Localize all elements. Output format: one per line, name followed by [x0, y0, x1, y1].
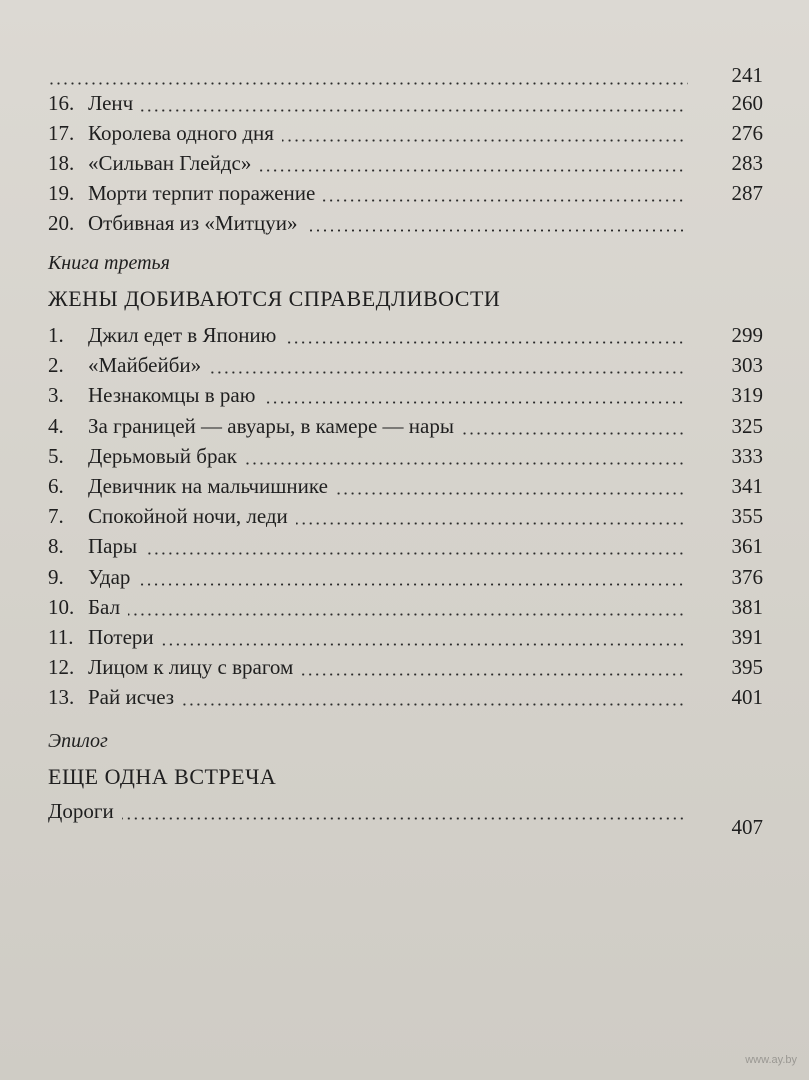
- toc-entry: [48, 118, 763, 148]
- entry-number: 13.: [48, 685, 75, 710]
- entry-title: Бал: [88, 594, 121, 619]
- entry-number: 12.: [48, 655, 75, 680]
- entry-number: 1.: [48, 323, 64, 347]
- leader-dots: [138, 583, 685, 586]
- toc-entry: [48, 380, 763, 410]
- entry-label: [48, 471, 328, 501]
- toc-entry: [48, 441, 763, 471]
- leader-dots: [284, 341, 685, 344]
- entry-page-number: 407: [731, 815, 763, 839]
- leader-dots: [259, 169, 685, 172]
- entry-number: 9.: [48, 564, 64, 589]
- toc-entry: [48, 796, 763, 839]
- entry-label: [48, 562, 130, 592]
- entry-page-number: 355: [731, 504, 763, 529]
- leader-dots: [462, 432, 685, 435]
- entry-label: [48, 148, 251, 178]
- toc-entry: [48, 682, 763, 712]
- entry-label: [48, 411, 454, 441]
- entry-page-number: 391: [731, 625, 763, 649]
- entry-title: Пары: [88, 534, 138, 559]
- toc-entry: [48, 88, 763, 118]
- entry-number: 17.: [48, 121, 75, 145]
- entry-page-number: 299: [731, 323, 763, 347]
- entry-page-number: 303: [731, 353, 763, 378]
- entry-label: [48, 796, 114, 826]
- leader-dots: [162, 643, 685, 646]
- entry-title: Рай исчез: [88, 685, 175, 710]
- entry-label: [48, 592, 120, 622]
- entry-label: [48, 320, 276, 350]
- entry-page-number: 341: [731, 474, 763, 498]
- leader-dots: [336, 492, 685, 495]
- entry-title: Ленч: [88, 91, 134, 115]
- leader-dots: [306, 229, 686, 232]
- entry-title: Незнакомцы в раю: [88, 383, 256, 408]
- entry-page-number: 325: [731, 413, 763, 438]
- entry-title: Дерьмовый брак: [88, 443, 237, 468]
- leader-dots: [141, 109, 685, 112]
- book3-label: Книга третья: [48, 252, 170, 274]
- entry-page-number: 381: [731, 594, 763, 619]
- entry-title: «Майбейби»: [88, 353, 202, 378]
- entry-number: 5.: [48, 443, 64, 468]
- page-number-top: 241: [731, 63, 763, 87]
- book3-heading: ЖЕНЫ ДОБИВАЮТСЯ СПРАВЕДЛИВОСТИ: [48, 286, 501, 311]
- entry-title: За границей — авуары, в камере — нары: [88, 413, 454, 438]
- entry-page-number: 319: [731, 383, 763, 408]
- entry-page-number: 401: [731, 685, 763, 710]
- entry-number: 4.: [48, 413, 64, 438]
- entry-title: Потери: [88, 625, 154, 649]
- entry-page-number: 276: [731, 121, 763, 145]
- toc-entry: [48, 208, 763, 238]
- leader-dots: [209, 371, 685, 374]
- epilogue-heading: ЕЩЕ ОДНА ВСТРЕЧА: [48, 764, 277, 789]
- watermark: www.ay.by: [745, 1054, 797, 1066]
- entry-number: 16.: [48, 91, 75, 115]
- entry-number: 10.: [48, 594, 75, 619]
- entry-number: 2.: [48, 353, 64, 378]
- entry-label: [48, 622, 154, 652]
- toc-entry: [48, 592, 763, 622]
- entry-number: 18.: [48, 151, 75, 175]
- entry-label: [48, 208, 298, 238]
- leader-dots: [282, 139, 685, 142]
- entry-page-number: 283: [731, 151, 763, 175]
- entry-title: Морти терпит поражение: [88, 181, 316, 205]
- entry-title: Удар: [88, 564, 131, 589]
- entry-page-number: 287: [731, 181, 763, 205]
- toc-entry: [48, 148, 763, 178]
- entry-number: 7.: [48, 504, 64, 529]
- leader-dots: [296, 522, 685, 525]
- entry-number: 8.: [48, 534, 64, 559]
- entry-title: Дороги: [48, 799, 114, 823]
- entry-page-number: 361: [731, 534, 763, 559]
- leader-dots: [145, 552, 685, 555]
- epilogue-label: Эпилог: [48, 730, 108, 752]
- entry-number: 20.: [48, 211, 75, 235]
- entry-title: Отбивная из «Митцуи»: [88, 211, 298, 235]
- entry-number: 19.: [48, 181, 75, 205]
- toc-entry: [48, 652, 763, 682]
- leader-dots: [301, 673, 685, 676]
- entry-label: [48, 441, 237, 471]
- toc-entry: [48, 471, 763, 501]
- entry-page-number: 395: [731, 655, 763, 680]
- leader-dots: [122, 817, 685, 820]
- entry-title: Спокойной ночи, леди: [88, 504, 288, 529]
- entry-title: Лицом к лицу с врагом: [88, 655, 294, 680]
- entry-number: 11.: [48, 625, 74, 649]
- entry-label: [48, 178, 315, 208]
- leader-dots: [48, 82, 688, 85]
- entry-label: [48, 682, 174, 712]
- leader-dots: [245, 462, 685, 465]
- entry-page-number: 260: [731, 91, 763, 115]
- toc-entry: [48, 350, 763, 380]
- entry-label: [48, 531, 137, 561]
- entry-label: [48, 652, 293, 682]
- entry-label: [48, 380, 255, 410]
- entry-page-number: 376: [731, 564, 763, 589]
- entry-label: [48, 501, 288, 531]
- toc-entry: [48, 501, 763, 531]
- leader-dots: [182, 703, 685, 706]
- entry-title: «Сильван Глейдс»: [88, 151, 252, 175]
- entry-number: 3.: [48, 383, 64, 408]
- entry-label: [48, 350, 201, 380]
- toc-entry: [48, 622, 763, 652]
- leader-dots: [323, 199, 685, 202]
- entry-title: Девичник на мальчишнике: [88, 474, 328, 498]
- toc-entry: [48, 531, 763, 561]
- entry-title: Королева одного дня: [88, 121, 274, 145]
- toc-entry: [48, 562, 763, 592]
- toc-entry: [48, 411, 763, 441]
- entry-page-number: 333: [731, 443, 763, 468]
- toc-entry: [48, 320, 763, 350]
- entry-number: 6.: [48, 474, 64, 498]
- entry-label: [48, 88, 133, 118]
- entry-title: Джил едет в Японию: [88, 323, 277, 347]
- entry-label: [48, 118, 274, 148]
- leader-dots: [128, 613, 685, 616]
- leader-dots: [263, 401, 685, 404]
- toc-entry: [48, 178, 763, 208]
